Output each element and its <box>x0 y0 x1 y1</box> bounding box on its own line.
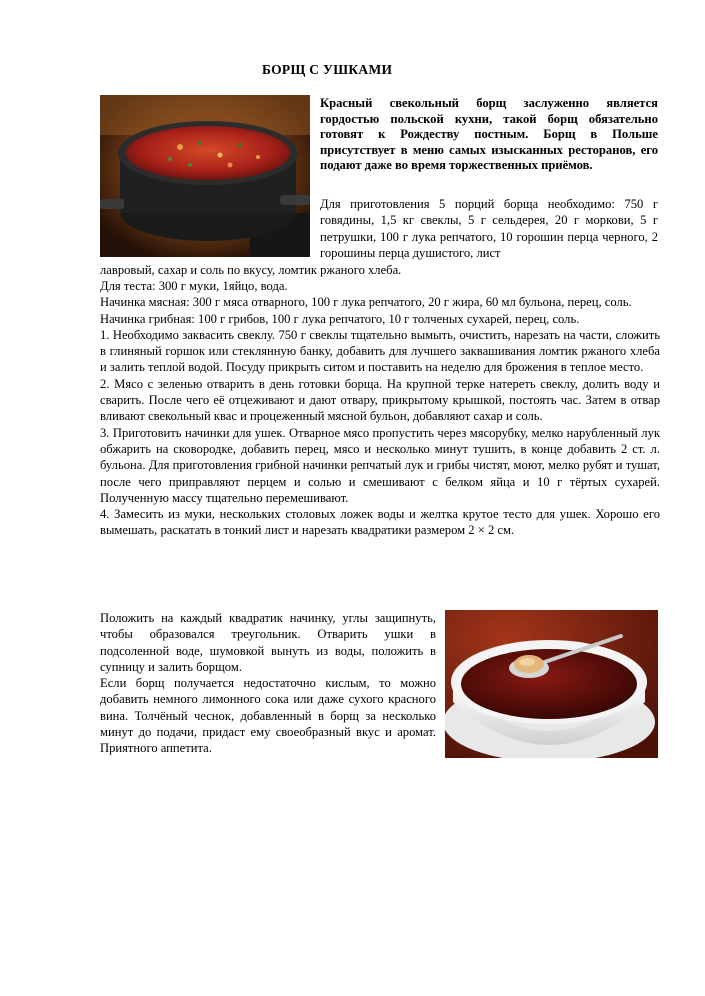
pot-of-borscht-photo <box>100 95 310 257</box>
dough-ingredients: Для теста: 300 г муки, 1яйцо, вода. <box>100 279 288 293</box>
meat-filling-ingredients: Начинка мясная: 300 г мяса отварного, 100 г лука репчатого, 20 г жира, 60 мл бульона, перец, соль. <box>100 295 632 310</box>
serving-tip: Если борщ получается недостаточно кислым, то можно добавить немного лимонного сока или даже сухого красного вина. Толчёный чеснок, добавленный в борщ за несколько минут до подачи, придаст ему своеобразный вкус и аромат. Приятного аппетита. <box>100 676 436 756</box>
recipe-final <box>100 610 436 757</box>
intro-paragraph: Красный свекольный борщ заслуженно является гордостью польской кухни, такой борщ обязательно готовят к Рождеству постным. Борщ в Польше присутствует в меню самых изысканных ресторанов, его подают даже во время торжественных приёмов. <box>320 96 658 173</box>
page-title: БОРЩ С УШКАМИ <box>262 62 393 77</box>
step-4: 4. Замесить из муки, нескольких столовых ложек воды и желтка крутое тесто для ушек. Хорошо его вымешать, раскатать в тонкий лист и нарезать квадратики размером 2 × 2 см. <box>100 507 660 538</box>
step-4-continued: Положить на каждый квадратик начинку, углы защипнуть, чтобы образовался треугольник. Отварить ушки в подсоленной воде, шумовкой вынуть из воды, положить в супницу и залить борщом. <box>100 611 436 674</box>
step-1: 1. Необходимо заквасить свеклу. 750 г свеклы тщательно вымыть, очистить, нарезать на части, сложить в глиняный горшок или стеклянную банку, добавить для лучшего заквашивания ломтик ржаного хлеба и залить теплой водой. Посуду прикрыть ситом и поставить на неделю для брожения в теплое место. <box>100 327 660 375</box>
ingredients-main: Для приготовления 5 порций борща необходимо: 750 г говядины, 1,5 кг свеклы, 5 г сельдерея, 20 г моркови, 5 г петрушки, 100 г лука репчатого, 10 горошин перца черного, 2 горошины перца душистого, лист <box>320 197 658 260</box>
step-2: 2. Мясо с зеленью отварить в день готовки борща. На крупной терке натереть свеклу, долить воду и сварить. После чего её отцеживают и дают отвару, прикрытому крышкой, постоять час. Затем в отвар вливают свекольный квас и процеженный мясной бульон, добавляют сахар и соль. <box>100 376 660 424</box>
recipe-body <box>100 278 660 539</box>
ingredients-main-continued: лавровый, сахар и соль по вкусу, ломтик ржаного хлеба. <box>100 263 402 277</box>
mushroom-filling-ingredients: Начинка грибная: 100 г грибов, 100 г лука репчатого, 10 г толченых сухарей, перец, соль. <box>100 311 580 326</box>
bowl-of-borscht-with-dumpling-photo <box>445 610 658 758</box>
step-3: 3. Приготовить начинки для ушек. Отварное мясо пропустить через мясорубку, мелко нарубленный лук обжарить на сковородке, добавить перец, мясо и несколько минут тушить, в конце добавить 2 ст. л. бульона. Для приготовления грибной начинки репчатый лук и грибы чистят, моют, мелко рубят и тушат, после чего приправляют перцем и солью и смешивают с белком яйца и 10 г тёртых сухарей. Полученную массу тщательно перемешивают. <box>100 425 660 505</box>
